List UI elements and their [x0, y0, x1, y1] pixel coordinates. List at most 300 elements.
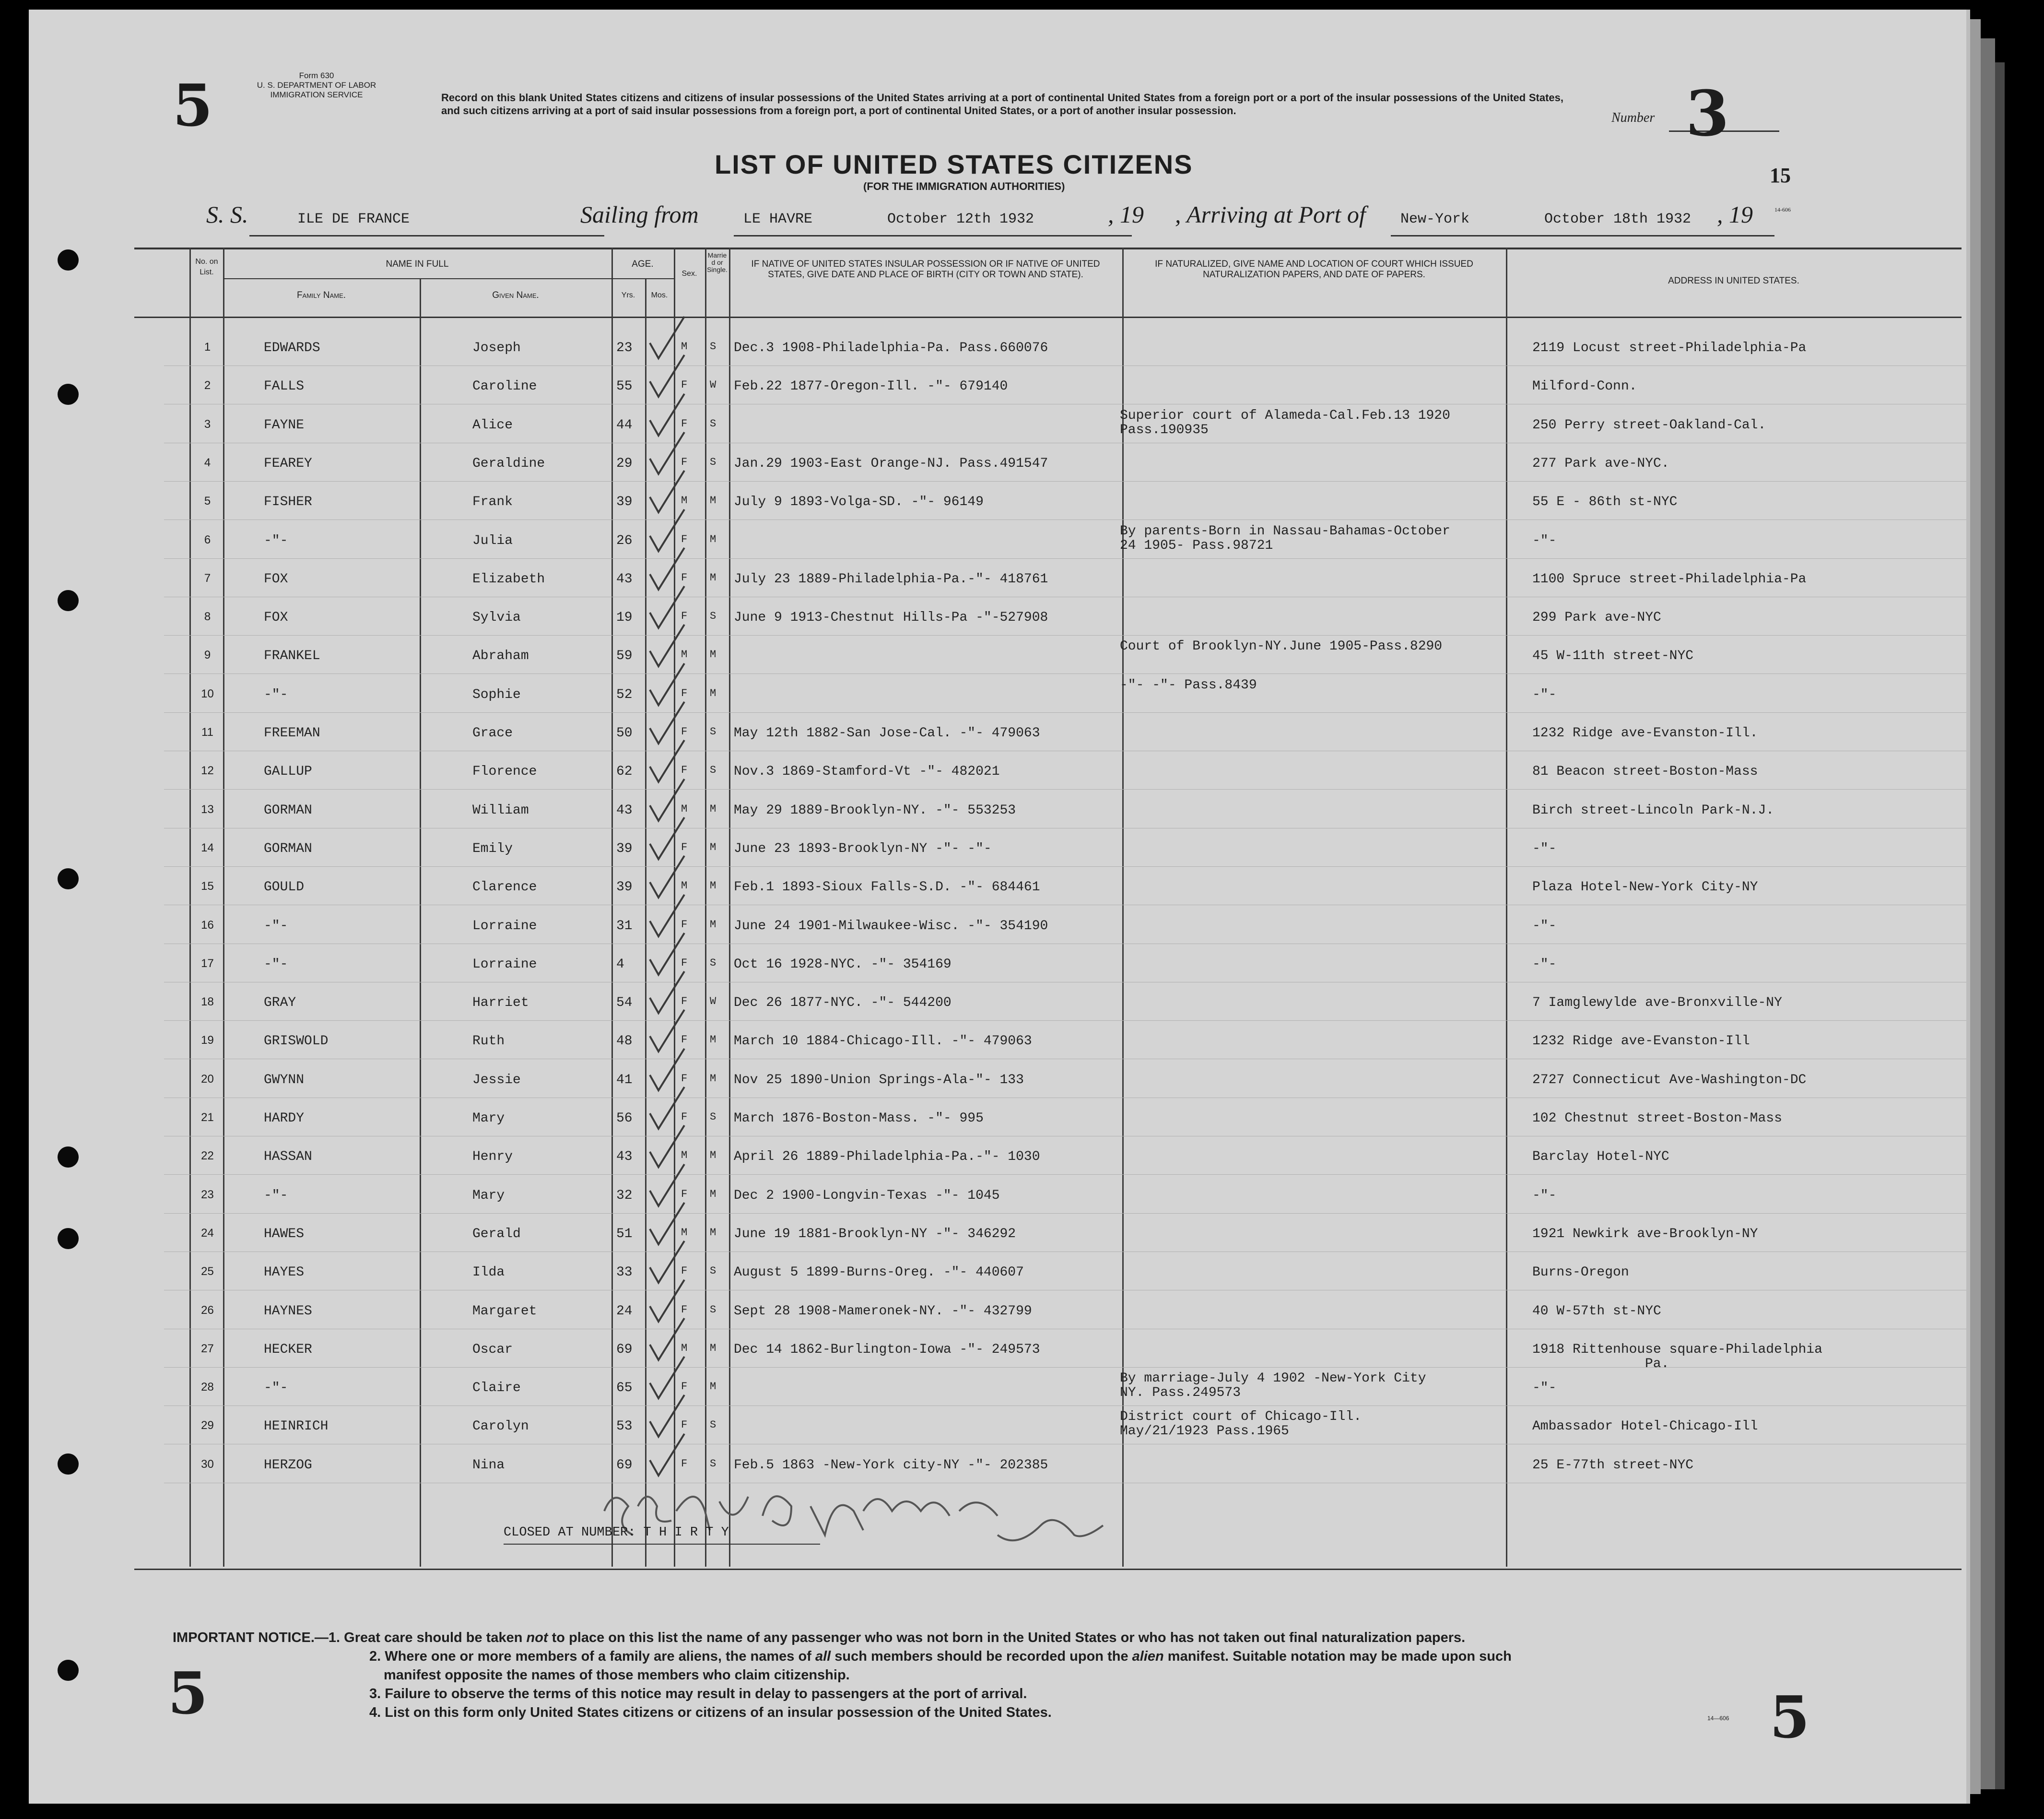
- row-divider: [164, 1213, 1966, 1214]
- marital-status: M: [710, 919, 717, 931]
- family-name: FALLS: [264, 379, 305, 394]
- sex: F: [681, 957, 688, 969]
- us-address: -"-: [1532, 957, 1557, 972]
- birth-info: Sept 28 1908-Mameronek-NY. -"- 432799: [734, 1304, 1032, 1319]
- family-name: -"-: [264, 919, 288, 933]
- us-address: Ambassador Hotel-Chicago-Ill: [1532, 1419, 1758, 1434]
- naturalization-info: Court of Brooklyn-NY.June 1905-Pass.8290: [1120, 639, 1443, 654]
- year-label: , 19: [1717, 201, 1753, 228]
- given-name: Abraham: [472, 649, 529, 663]
- family-name: FAYNE: [264, 418, 305, 433]
- naturalization-info-cont: 24 1905- Pass.98721: [1120, 538, 1273, 553]
- sex: M: [681, 1342, 688, 1354]
- row-number: 9: [204, 649, 211, 661]
- row-number: 2: [204, 379, 211, 392]
- birth-info: June 24 1901-Milwaukee-Wisc. -"- 354190: [734, 919, 1048, 933]
- given-name: Mary: [472, 1111, 505, 1126]
- header-family-name: Family Name.: [296, 290, 346, 300]
- row-number: 14: [201, 841, 214, 854]
- given-name: Gerald: [472, 1227, 521, 1241]
- us-address: 102 Chestnut street-Boston-Mass: [1532, 1111, 1782, 1126]
- closing-note: CLOSED AT NUMBER: T H I R T Y: [504, 1525, 729, 1540]
- given-name: Carolyn: [472, 1419, 529, 1434]
- header-married: Married or Single.: [707, 251, 728, 273]
- family-name: FISHER: [264, 495, 312, 509]
- marital-status: M: [710, 533, 717, 545]
- given-name: Oscar: [472, 1342, 513, 1357]
- family-name: EDWARDS: [264, 341, 320, 355]
- age-years: 52: [616, 687, 633, 702]
- binder-hole: [58, 1660, 79, 1681]
- given-name: Lorraine: [472, 919, 537, 933]
- row-divider: [164, 866, 1966, 867]
- marital-status: S: [710, 418, 717, 430]
- sex: F: [681, 1034, 688, 1046]
- given-name: Julia: [472, 533, 513, 548]
- row-divider: [164, 673, 1966, 674]
- row-number: 24: [201, 1227, 214, 1240]
- important-notice: [173, 1629, 1803, 1722]
- sex: F: [681, 995, 688, 1007]
- us-address: 81 Beacon street-Boston-Mass: [1532, 764, 1758, 779]
- sailing-label: Sailing from: [580, 201, 699, 228]
- family-name: GRISWOLD: [264, 1034, 329, 1049]
- family-name: GOULD: [264, 880, 305, 895]
- sex: F: [681, 1111, 688, 1123]
- sex: F: [681, 919, 688, 931]
- corner-badge: 5: [168, 1660, 208, 1727]
- sex: M: [681, 1149, 688, 1161]
- age-years: 51: [616, 1227, 633, 1241]
- sex: F: [681, 418, 688, 430]
- header-no-on-list: No. on List.: [195, 258, 218, 276]
- row-number: 23: [201, 1188, 214, 1201]
- age-years: 56: [616, 1111, 633, 1126]
- family-name: HERZOG: [264, 1458, 312, 1473]
- notice-item-2: 2. Where one or more members of a family are aliens, the names of all such members should be recorded upon the alien manifest. Suitable notation may be made upon such: [369, 1649, 1512, 1664]
- birth-info: March 10 1884-Chicago-Ill. -"- 479063: [734, 1034, 1032, 1049]
- naturalization-info: By marriage-July 4 1902 -New-York City: [1120, 1371, 1426, 1386]
- given-name: William: [472, 803, 529, 818]
- given-name: Florence: [472, 764, 537, 779]
- marital-status: W: [710, 379, 717, 391]
- birth-info: Nov 25 1890-Union Springs-Ala-"- 133: [734, 1073, 1024, 1087]
- family-name: GRAY: [264, 995, 296, 1010]
- corner-badge: 5: [1770, 1684, 1810, 1751]
- age-years: 32: [616, 1188, 633, 1203]
- birth-info: Jan.29 1903-East Orange-NJ. Pass.491547: [734, 456, 1048, 471]
- footer-code: 14—606: [1707, 1715, 1729, 1722]
- birth-info: May 12th 1882-San Jose-Cal. -"- 479063: [734, 726, 1040, 741]
- age-years: 39: [616, 841, 633, 856]
- given-name: Ilda: [472, 1265, 505, 1280]
- sex: F: [681, 379, 688, 391]
- marital-status: S: [710, 1304, 717, 1316]
- row-number: 11: [201, 726, 213, 739]
- marital-status: S: [710, 957, 717, 969]
- sex: F: [681, 1304, 688, 1316]
- sex: M: [681, 495, 688, 507]
- family-name: -"-: [264, 1188, 288, 1203]
- age-years: 39: [616, 880, 633, 895]
- sex: F: [681, 726, 688, 738]
- marital-status: W: [710, 995, 717, 1007]
- us-address: -"-: [1532, 1381, 1557, 1395]
- given-name: Nina: [472, 1458, 505, 1473]
- given-name: Sophie: [472, 687, 521, 702]
- birth-info: June 19 1881-Brooklyn-NY -"- 346292: [734, 1227, 1016, 1241]
- family-name: HASSAN: [264, 1149, 312, 1164]
- closing-underline: [504, 1544, 820, 1545]
- printer-code: 14-606: [1774, 206, 1791, 213]
- birth-info: Feb.5 1863 -New-York city-NY -"- 202385: [734, 1458, 1048, 1473]
- birth-info: June 9 1913-Chestnut Hills-Pa -"-527908: [734, 610, 1048, 625]
- us-address: Burns-Oregon: [1532, 1265, 1629, 1280]
- us-address: 1232 Ridge ave-Evanston-Ill: [1532, 1034, 1750, 1049]
- ss-label: S. S.: [206, 201, 248, 228]
- notice-item-1: IMPORTANT NOTICE.—1. Great care should be taken not to place on this list the name of any passenger who was not born in the United States or who has not taken out final naturalization papers.: [173, 1630, 1466, 1645]
- row-number: 10: [201, 687, 214, 700]
- naturalization-info: Superior court of Alameda-Cal.Feb.13 1920: [1120, 408, 1450, 423]
- row-number: 16: [201, 919, 214, 932]
- birth-info: Dec 2 1900-Longvin-Texas -"- 1045: [734, 1188, 1000, 1203]
- birth-info: Oct 16 1928-NYC. -"- 354169: [734, 957, 952, 972]
- row-divider: [164, 789, 1966, 790]
- page-stack-edge: [1995, 62, 2005, 1789]
- birth-info: April 26 1889-Philadelphia-Pa.-"- 1030: [734, 1149, 1040, 1164]
- age-years: 39: [616, 495, 633, 509]
- row-divider: [164, 558, 1966, 559]
- form-instructions: Record on this blank United States citizens and citizens of insular possessions of the United States arriving at a port of continental United States from a foreign port or a port of the insular possessions of the United States, and such citizens arriving at a port of said insular possessions from a foreign port, a port of continental United States, or a port of another insular possession.: [441, 92, 1563, 117]
- age-years: 33: [616, 1265, 633, 1280]
- header-yrs: Yrs.: [621, 291, 635, 299]
- birth-info: July 9 1893-Volga-SD. -"- 96149: [734, 495, 984, 509]
- header-name-in-full: NAME IN FULL: [386, 259, 449, 269]
- header-naturalized: IF NATURALIZED, GIVE NAME AND LOCATION OF COURT WHICH ISSUED NATURALIZATION PAPERS, AND DATE OF PAPERS.: [1155, 259, 1473, 280]
- age-years: 59: [616, 649, 633, 663]
- ship-name: ILE DE FRANCE: [297, 211, 410, 227]
- row-divider: [164, 635, 1966, 636]
- us-address: 277 Park ave-NYC.: [1532, 456, 1669, 471]
- given-name: Claire: [472, 1381, 521, 1395]
- sex: M: [681, 1227, 688, 1239]
- sex: F: [681, 1458, 688, 1470]
- us-address: 1921 Newkirk ave-Brooklyn-NY: [1532, 1227, 1758, 1241]
- family-name: HARDY: [264, 1111, 305, 1126]
- age-years: 31: [616, 919, 633, 933]
- marital-status: S: [710, 1265, 717, 1277]
- us-address-cont: Pa.: [1645, 1357, 1669, 1371]
- sex: M: [681, 341, 688, 353]
- date-from: October 12th 1932: [887, 211, 1034, 227]
- naturalization-info-cont: NY. Pass.249573: [1120, 1385, 1241, 1400]
- sex: F: [681, 1188, 688, 1200]
- row-number: 29: [201, 1419, 214, 1432]
- family-name: FOX: [264, 572, 288, 587]
- birth-info: July 23 1889-Philadelphia-Pa.-"- 418761: [734, 572, 1048, 587]
- row-number: 7: [204, 572, 211, 585]
- sex: M: [681, 803, 688, 815]
- given-name: Jessie: [472, 1073, 521, 1087]
- year-label: , 19: [1108, 201, 1144, 228]
- notice-item-3: 3. Failure to observe the terms of this notice may result in delay to passengers at the port of arrival.: [369, 1686, 1027, 1701]
- row-number: 19: [201, 1034, 214, 1047]
- marital-status: M: [710, 495, 717, 507]
- age-years: 23: [616, 341, 633, 355]
- us-address: Plaza Hotel-New-York City-NY: [1532, 880, 1758, 895]
- marital-status: S: [710, 456, 717, 468]
- header-age: AGE.: [632, 259, 654, 269]
- family-name: GORMAN: [264, 803, 312, 818]
- sex: F: [681, 610, 688, 622]
- us-address: 2727 Connecticut Ave-Washington-DC: [1532, 1073, 1807, 1087]
- given-name: Sylvia: [472, 610, 521, 625]
- age-years: 55: [616, 379, 633, 394]
- number-value: 3: [1686, 77, 1729, 150]
- given-name: Harriet: [472, 995, 529, 1010]
- given-name: Mary: [472, 1188, 505, 1203]
- age-years: 48: [616, 1034, 633, 1049]
- row-number: 8: [204, 610, 211, 623]
- given-name: Margaret: [472, 1304, 537, 1319]
- row-divider: [164, 712, 1966, 713]
- marital-status: M: [710, 572, 717, 584]
- birth-info: Dec 14 1862-Burlington-Iowa -"- 249573: [734, 1342, 1040, 1357]
- marital-status: S: [710, 341, 717, 353]
- marital-status: S: [710, 1419, 717, 1431]
- age-years: 54: [616, 995, 633, 1010]
- row-number: 22: [201, 1149, 214, 1162]
- family-name: GWYNN: [264, 1073, 305, 1087]
- age-years: 43: [616, 803, 633, 818]
- birth-info: Feb.22 1877-Oregon-Ill. -"- 679140: [734, 379, 1008, 394]
- marital-status: M: [710, 841, 717, 853]
- family-name: -"-: [264, 957, 288, 972]
- given-name: Clarence: [472, 880, 537, 895]
- sex: F: [681, 1381, 688, 1393]
- page-stack-edge: [1981, 38, 1995, 1789]
- birth-info: Dec.3 1908-Philadelphia-Pa. Pass.660076: [734, 341, 1048, 355]
- marital-status: M: [710, 1188, 717, 1200]
- form-identifier: Form 630 U. S. DEPARTMENT OF LABOR IMMIGRATION SERVICE: [257, 71, 376, 99]
- row-divider: [164, 1020, 1966, 1021]
- naturalization-info: -"- -"- Pass.8439: [1120, 678, 1257, 693]
- family-name: FREEMAN: [264, 726, 320, 741]
- us-address: 2119 Locust street-Philadelphia-Pa: [1532, 341, 1807, 355]
- family-name: FOX: [264, 610, 288, 625]
- family-name: FEAREY: [264, 456, 312, 471]
- sex: F: [681, 456, 688, 468]
- sex: F: [681, 1419, 688, 1431]
- sex: F: [681, 764, 688, 776]
- family-name: GORMAN: [264, 841, 312, 856]
- age-years: 43: [616, 1149, 633, 1164]
- us-address: 45 W-11th street-NYC: [1532, 649, 1694, 663]
- row-number: 3: [204, 418, 211, 431]
- birth-info: March 1876-Boston-Mass. -"- 995: [734, 1111, 984, 1126]
- marital-status: M: [710, 1073, 717, 1085]
- header-birth: IF NATIVE OF UNITED STATES INSULAR POSSESSION OR IF NATIVE OF UNITED STATES, GIVE DATE AND PLACE OF BIRTH (CITY OR TOWN AND STATE).: [751, 259, 1100, 280]
- family-name: HAYNES: [264, 1304, 312, 1319]
- us-address: 55 E - 86th st-NYC: [1532, 495, 1678, 509]
- us-address: -"-: [1532, 1188, 1557, 1203]
- family-name: -"-: [264, 533, 288, 548]
- given-name: Caroline: [472, 379, 537, 394]
- marital-status: M: [710, 687, 717, 699]
- age-years: 43: [616, 572, 633, 587]
- us-address: Barclay Hotel-NYC: [1532, 1149, 1669, 1164]
- row-number: 28: [201, 1381, 214, 1394]
- given-name: Emily: [472, 841, 513, 856]
- header-address: ADDRESS IN UNITED STATES.: [1668, 276, 1799, 286]
- age-years: 41: [616, 1073, 633, 1087]
- age-years: 29: [616, 456, 633, 471]
- naturalization-info-cont: May/21/1923 Pass.1965: [1120, 1424, 1289, 1439]
- marital-status: M: [710, 1342, 717, 1354]
- page-number: 15: [1770, 164, 1791, 187]
- age-years: 4: [616, 957, 624, 972]
- age-years: 26: [616, 533, 633, 548]
- marital-status: M: [710, 1227, 717, 1239]
- us-address: 1100 Spruce street-Philadelphia-Pa: [1532, 572, 1807, 587]
- us-address: -"-: [1532, 919, 1557, 933]
- check-mark-icon: [645, 1431, 688, 1479]
- us-address: 7 Iamglewylde ave-Bronxville-NY: [1532, 995, 1782, 1010]
- us-address: Birch street-Lincoln Park-N.J.: [1532, 803, 1774, 818]
- us-address: 25 E-77th street-NYC: [1532, 1458, 1694, 1473]
- sex: F: [681, 533, 688, 545]
- arriving-label: , Arriving at Port of: [1175, 201, 1366, 228]
- sex: F: [681, 687, 688, 699]
- family-name: HAWES: [264, 1227, 305, 1241]
- port-to: New-York: [1400, 211, 1470, 227]
- family-name: HAYES: [264, 1265, 305, 1280]
- row-number: 6: [204, 533, 211, 546]
- row-number: 21: [201, 1111, 214, 1124]
- sex: F: [681, 1073, 688, 1085]
- family-name: HECKER: [264, 1342, 312, 1357]
- manifest-rows: [29, 10, 1966, 1593]
- given-name: Ruth: [472, 1034, 505, 1049]
- marital-status: M: [710, 1381, 717, 1393]
- row-number: 17: [201, 957, 214, 970]
- row-number: 26: [201, 1304, 214, 1317]
- sex: F: [681, 572, 688, 584]
- row-number: 30: [201, 1458, 214, 1471]
- us-address: 250 Perry street-Oakland-Cal.: [1532, 418, 1766, 433]
- us-address: 1918 Rittenhouse square-Philadelphia: [1532, 1342, 1822, 1357]
- row-number: 25: [201, 1265, 214, 1278]
- given-name: Frank: [472, 495, 513, 509]
- marital-status: M: [710, 649, 717, 661]
- sex: M: [681, 649, 688, 661]
- header-sex: Sex.: [681, 270, 697, 278]
- naturalization-info-cont: Pass.190935: [1120, 423, 1209, 437]
- us-address: -"-: [1532, 533, 1557, 548]
- age-years: 24: [616, 1304, 633, 1319]
- us-address: 1232 Ridge ave-Evanston-Ill.: [1532, 726, 1758, 741]
- birth-info: Nov.3 1869-Stamford-Vt -"- 482021: [734, 764, 1000, 779]
- row-divider: [164, 481, 1966, 482]
- age-years: 62: [616, 764, 633, 779]
- family-name: FRANKEL: [264, 649, 320, 663]
- marital-status: S: [710, 1111, 717, 1123]
- birth-info: Dec 26 1877-NYC. -"- 544200: [734, 995, 952, 1010]
- birth-info: Feb.1 1893-Sioux Falls-S.D. -"- 684461: [734, 880, 1040, 895]
- naturalization-info: By parents-Born in Nassau-Bahamas-October: [1120, 524, 1450, 539]
- notice-item-4: 4. List on this form only United States citizens or citizens of an insular possession of the United States.: [369, 1705, 1052, 1720]
- marital-status: M: [710, 1149, 717, 1161]
- date-to: October 18th 1932: [1544, 211, 1692, 227]
- age-years: 69: [616, 1458, 633, 1473]
- given-name: Alice: [472, 418, 513, 433]
- us-address: -"-: [1532, 687, 1557, 702]
- marital-status: M: [710, 803, 717, 815]
- marital-status: S: [710, 726, 717, 738]
- row-number: 4: [204, 456, 211, 469]
- age-years: 19: [616, 610, 633, 625]
- us-address: -"-: [1532, 841, 1557, 856]
- page-title: LIST OF UNITED STATES CITIZENS: [715, 149, 1193, 179]
- notice-heading: IMPORTANT NOTICE.: [173, 1630, 315, 1645]
- us-address: 40 W-57th st-NYC: [1532, 1304, 1661, 1319]
- age-years: 53: [616, 1419, 633, 1434]
- page-subtitle: (FOR THE IMMIGRATION AUTHORITIES): [863, 180, 1065, 192]
- notice-item-2-cont: manifest opposite the names of those members who claim citizenship.: [384, 1667, 850, 1683]
- family-name: -"-: [264, 687, 288, 702]
- age-years: 44: [616, 418, 633, 433]
- sex: F: [681, 841, 688, 853]
- age-years: 50: [616, 726, 633, 741]
- sex: F: [681, 1265, 688, 1277]
- marital-status: S: [710, 764, 717, 776]
- birth-info: May 29 1889-Brooklyn-NY. -"- 553253: [734, 803, 1016, 818]
- sex: M: [681, 880, 688, 892]
- given-name: Joseph: [472, 341, 521, 355]
- marital-status: S: [710, 610, 717, 622]
- row-number: 18: [201, 995, 214, 1008]
- given-name: Geraldine: [472, 456, 545, 471]
- row-number: 1: [204, 341, 211, 354]
- row-number: 12: [201, 764, 214, 777]
- family-name: -"-: [264, 1381, 288, 1395]
- marital-status: M: [710, 880, 717, 892]
- birth-info: June 23 1893-Brooklyn-NY -"- -"-: [734, 841, 992, 856]
- row-divider: [164, 1367, 1966, 1368]
- row-number: 13: [201, 803, 214, 816]
- row-number: 15: [201, 880, 214, 893]
- family-name: HEINRICH: [264, 1419, 329, 1434]
- manifest-page: [29, 10, 1970, 1804]
- form-badge-number: 5: [173, 72, 213, 140]
- given-name: Lorraine: [472, 957, 537, 972]
- marital-status: M: [710, 1034, 717, 1046]
- naturalization-info: District court of Chicago-Ill.: [1120, 1409, 1362, 1424]
- header-given-name: Given Name.: [492, 290, 539, 300]
- birth-info: August 5 1899-Burns-Oreg. -"- 440607: [734, 1265, 1024, 1280]
- port-from: LE HAVRE: [743, 211, 813, 227]
- age-years: 65: [616, 1381, 633, 1395]
- age-years: 69: [616, 1342, 633, 1357]
- row-number: 27: [201, 1342, 214, 1355]
- us-address: Milford-Conn.: [1532, 379, 1637, 394]
- family-name: GALLUP: [264, 764, 312, 779]
- marital-status: S: [710, 1458, 717, 1470]
- header-mos: Mos.: [651, 291, 668, 299]
- given-name: Henry: [472, 1149, 513, 1164]
- given-name: Grace: [472, 726, 513, 741]
- row-number: 5: [204, 495, 211, 508]
